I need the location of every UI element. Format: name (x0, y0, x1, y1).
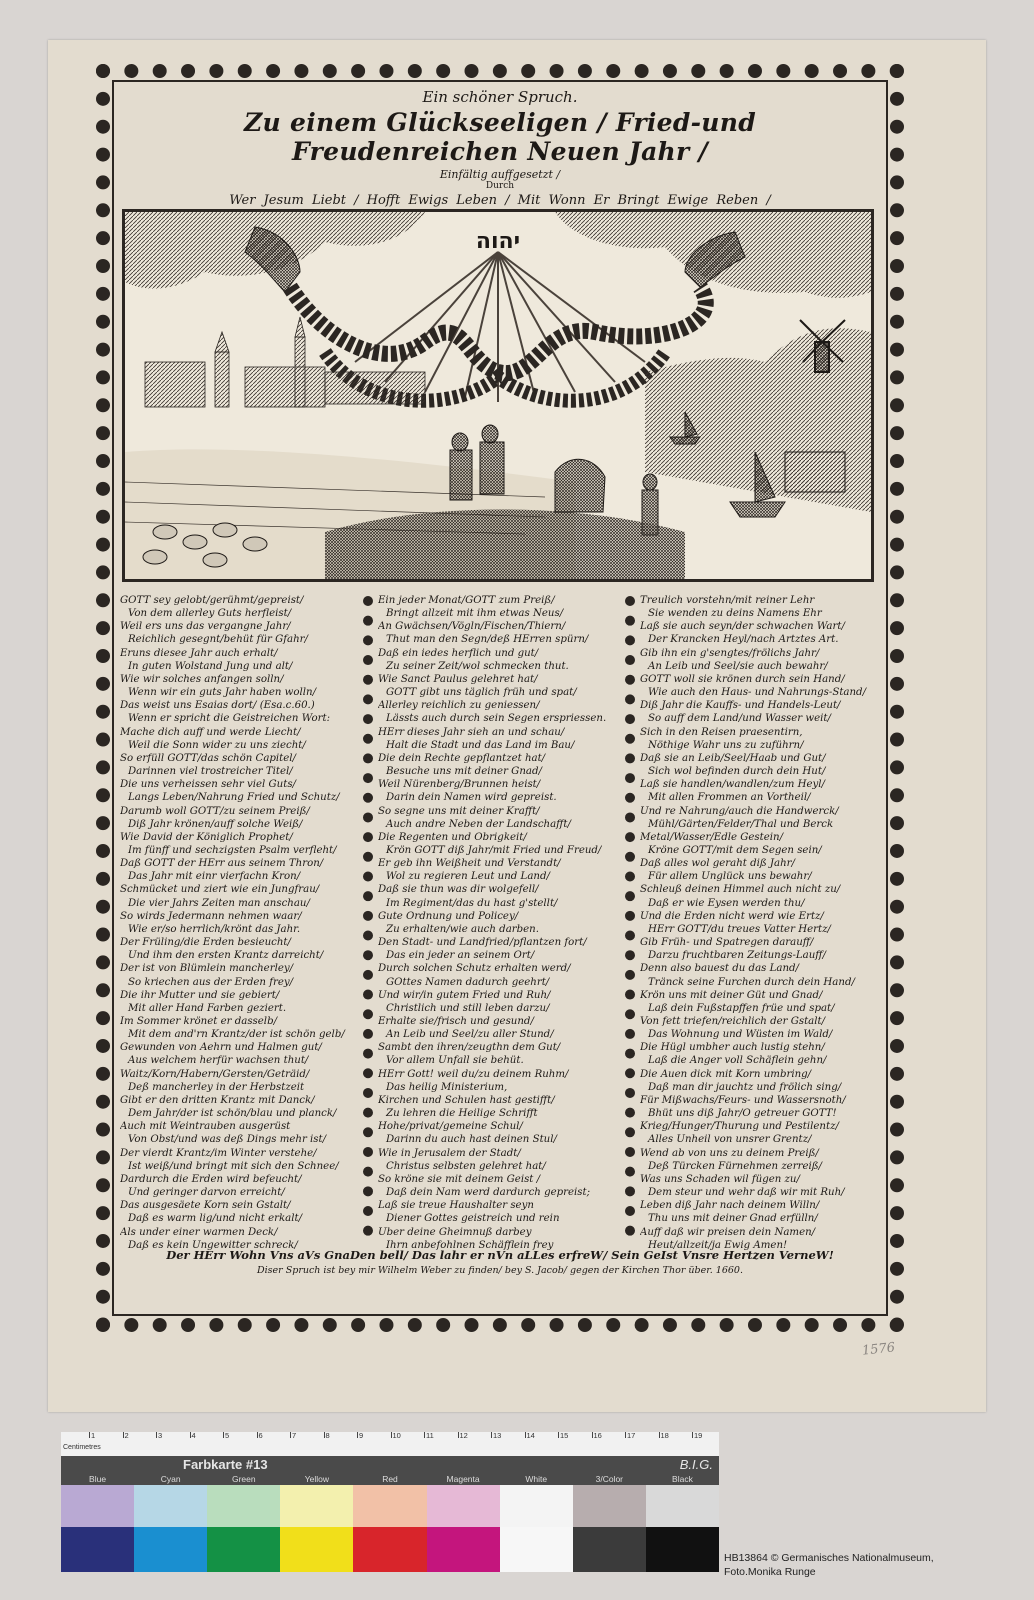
poem-line: Im Regiment/das du hast g'stellt/ (386, 897, 558, 909)
card-title: Farbkarte #13 (183, 1457, 268, 1472)
poem-line: Heut/allzeit/ja Ewig Amen! (648, 1239, 788, 1251)
poem-line: Darinnen viel trostreicher Titel/ (128, 766, 293, 778)
poem-line: Wie in Jerusalem der Stadt/ (378, 1147, 521, 1159)
ruler-tick (424, 1432, 425, 1438)
poem-line: Daß ein iedes herflich und gut/ (378, 647, 539, 659)
main-title: Zu einem Glückseeligen / Fried-und Freudenreichen Neuen Jahr / (243, 108, 757, 166)
poem-line: Diener Gottes geistreich und rein (386, 1213, 560, 1225)
poem-line: Schleuß deinen Himmel auch nicht zu/ (640, 884, 841, 896)
ruler-number: 12 (459, 1431, 468, 1440)
ruler-label: Centimetres (63, 1444, 101, 1451)
poem-line: Weil Nürenberg/Brunnen heist/ (378, 779, 541, 791)
poem-line: Den Stadt- und Landfried/pflantzen fort/ (378, 937, 587, 949)
poem-line: Der Krancken Heyl/nach Artztes Art. (648, 634, 839, 646)
color-swatch (207, 1485, 280, 1527)
swatch-labels (61, 1474, 719, 1485)
color-swatch (280, 1527, 353, 1572)
poem-line: Wend ab von uns zu deinem Preiß/ (640, 1147, 819, 1159)
poem-line: Denn also bauest du das Land/ (640, 963, 799, 975)
poem-line: Nöthige Wahr uns zu zuführn/ (648, 739, 804, 751)
ruler-tick (625, 1432, 626, 1438)
poem-line: An Leib und Seel/zu aller Stund/ (386, 1029, 554, 1041)
poem-line: Gibt er den dritten Krantz mit Danck/ (120, 1094, 315, 1106)
poem-line: So kriechen aus der Erden frey/ (128, 976, 294, 988)
ruler-number: 7 (292, 1431, 297, 1440)
poem-line: An Leib und Seel/sie auch bewahr/ (648, 660, 828, 672)
poem-line: Ihrn anbefohlnen Schäfflein frey (386, 1239, 554, 1251)
swatch-label: Blue (89, 1474, 107, 1484)
poem-line: Dem Jahr/der ist schön/blau und planck/ (128, 1108, 337, 1120)
poem-line: Die uns verheissen sehr viel Guts/ (120, 779, 296, 791)
poem-line: Reichlich gesegnt/behüt für Gfahr/ (128, 634, 308, 646)
color-swatch (427, 1527, 500, 1572)
poem-line: Das weist uns Esaias dort/ (Esa.c.60.) (120, 700, 315, 712)
poem-line: Mit allen Frommen an Vortheil/ (648, 792, 811, 804)
ruler-tick (491, 1432, 492, 1438)
ruler-tick (558, 1432, 559, 1438)
poem-line: Darzu fruchtbaren Zeitungs-Lauff/ (648, 950, 826, 962)
poem-line: Lässts auch durch sein Segen erspriessen. (386, 713, 607, 725)
poem-line: Ein jeder Monat/GOTT zum Preiß/ (378, 595, 555, 606)
poem-line: Die vier Jahrs Zeiten man anschau/ (128, 897, 310, 909)
poem-line: Und die Erden nicht werd wie Ertz/ (640, 910, 824, 922)
ruler-tick (290, 1432, 291, 1438)
poem-line: Christlich und still leben darzu/ (386, 1002, 550, 1014)
poem-column-3 (640, 594, 872, 1252)
ruler-tick (190, 1432, 191, 1438)
swatch-label: Yellow (304, 1474, 330, 1484)
poem-columns (120, 594, 890, 1251)
poem-line: Sambt den ihren/zeugthn dem Gut/ (378, 1042, 561, 1054)
ruler-number: 8 (325, 1431, 330, 1440)
swatch-label: Green (231, 1474, 256, 1484)
poem-line: Daß alles wol geraht diß Jahr/ (640, 858, 795, 870)
poem-column-2 (378, 594, 610, 1252)
color-swatch (573, 1527, 646, 1572)
poem-column-1 (120, 594, 352, 1252)
poem-line: Erhalte sie/frisch und gesund/ (378, 1016, 534, 1027)
poem-line: Auch mit Weintrauben ausgerüst (120, 1121, 291, 1133)
poem-line: Das heilig Ministerium, (386, 1081, 508, 1093)
poem-line: HErr GOTT/du treues Vatter Hertz/ (648, 923, 831, 935)
printer-imprint: Diser Spruch ist bey mir Wilhelm Weber zu finden/ bey S. Jacob/ gegen der Kirchen Thor über. 1660. (257, 1265, 743, 1276)
ruler-number: 3 (158, 1431, 163, 1440)
column-ornament-left (363, 596, 373, 1236)
poem-line: Vor allem Unfall sie behüt. (386, 1055, 524, 1067)
poem-line: Daß dein Nam werd dardurch gepreist; (386, 1187, 591, 1199)
poem-line: Daß man dir jauchtz und frölich sing/ (648, 1081, 842, 1093)
card-title-bar (61, 1456, 719, 1474)
color-swatch (353, 1485, 426, 1527)
swatch-row-light (61, 1485, 719, 1527)
poem-line: So erfüll GOTT/das schön Capitel/ (120, 752, 296, 764)
poem-line: Das Jahr mit einr vierfachn Kron/ (128, 871, 301, 883)
color-swatch (61, 1485, 134, 1527)
poem-line: Als under einer warmen Deck/ (120, 1226, 278, 1238)
poem-line: Sich wol befinden durch dein Hut/ (648, 766, 826, 778)
ruler-number: 14 (526, 1431, 535, 1440)
poem-line: Thu uns mit deiner Gnad erfülln/ (648, 1213, 818, 1225)
poem-line: Krön uns mit deiner Güt und Gnad/ (640, 989, 823, 1001)
poem-line: Er geb ihn Weißheit und Verstandt/ (378, 858, 561, 870)
poem-line: Halt die Stadt und das Land im Bau/ (386, 739, 575, 751)
poem-line: Langs Leben/Nahrung Fried und Schutz/ (128, 792, 340, 804)
color-swatch (134, 1527, 207, 1572)
poem-line: Uber deine Gheimnuß darbey (378, 1226, 532, 1238)
poem-line: GOttes Namen dadurch geehrt/ (386, 976, 550, 988)
poem-line: Für Mißwachs/Feurs- und Wassersnoth/ (640, 1094, 846, 1106)
ruler-tick (525, 1432, 526, 1438)
poem-line: Leben diß Jahr nach deinem Willn/ (640, 1200, 820, 1212)
poem-line: Besuche uns mit deiner Gnad/ (386, 766, 542, 778)
poem-line: HErr dieses Jahr sieh an und schau/ (378, 726, 565, 738)
poem-line: Deß mancherley in der Herbstzeit (128, 1081, 305, 1093)
poem-line: Wie David der Königlich Prophet/ (120, 831, 293, 843)
title-block (150, 88, 850, 225)
ruler-tick (156, 1432, 157, 1438)
poem-line: Eruns diesee Jahr auch erhalt/ (120, 647, 278, 659)
poem-line: Der ist von Blümlein mancherley/ (120, 963, 294, 975)
poem-line: Auch andre Neben der Landschafft/ (386, 818, 571, 830)
poem-line: Laß dein Fußstapffen früe und spat/ (648, 1002, 835, 1014)
color-swatch (500, 1485, 573, 1527)
poem-line: Bringt allzeit mit ihm etwas Neus/ (386, 608, 564, 620)
color-swatch (646, 1485, 719, 1527)
title-line-3: Einfältig auffgesetzt / (439, 168, 561, 181)
poem-line: Die Hügl umbher auch lustig stehn/ (640, 1042, 825, 1054)
poem-line: Zu erhalten/wie auch darben. (386, 923, 539, 935)
poem-line: Wie Sanct Paulus gelehret hat/ (378, 673, 538, 685)
color-swatch (573, 1485, 646, 1527)
poem-line: Wie wir solches anfangen solln/ (120, 673, 284, 685)
poem-line: Mit dem and'rn Krantz/der ist schön gelb/ (128, 1029, 345, 1041)
poem-line: Ist weiß/und bringt mit sich den Schnee/ (128, 1160, 339, 1172)
poem-line: Weil ers uns das vergangne Jahr/ (120, 621, 291, 633)
poem-line: Thut man den Segn/deß HErren spürn/ (386, 634, 589, 646)
ruler-tick (357, 1432, 358, 1438)
swatch-row-dark (61, 1527, 719, 1572)
poem-line: Daß es kein Ungewitter schreck/ (128, 1239, 298, 1251)
poem-line: Laß sie auch seyn/der schwachen Wart/ (640, 621, 845, 633)
ruler-number: 5 (225, 1431, 230, 1440)
poem-line: Zu seiner Zeit/wol schmecken thut. (386, 660, 569, 672)
ruler-number: 10 (392, 1431, 401, 1440)
poem-line: Daß er wie Eysen werden thu/ (648, 897, 805, 909)
ruler-tick (324, 1432, 325, 1438)
ruler-number: 13 (493, 1431, 502, 1440)
watermill (785, 452, 845, 492)
color-swatch (280, 1485, 353, 1527)
ruler-tick (257, 1432, 258, 1438)
poem-line: Daß sie thun was dir wolgefell/ (378, 884, 539, 896)
ruler-number: 2 (124, 1431, 129, 1440)
poem-line: Dardurch die Erden wird befeucht/ (120, 1173, 302, 1185)
poem-line: Zu lehren die Heilige Schrifft (386, 1108, 538, 1120)
chronogram-line: Der HErr Wohn Vns aVs GnaDen bell/ Das lahr er nVn aLLes erfreW/ Sein GeIst Vnsre Hertzen VerneW! (166, 1248, 834, 1262)
color-swatch (61, 1527, 134, 1572)
poem-line: Die dein Rechte gepflantzet hat/ (378, 752, 546, 764)
poem-line: Daß sie an Leib/Seel/Haab und Gut/ (640, 752, 826, 764)
poem-line: Kröne GOTT/mit dem Segen sein/ (648, 844, 822, 856)
poem-line: Darumb woll GOTT/zu seinem Preiß/ (120, 805, 310, 817)
swatch-label: 3/Color (595, 1474, 624, 1484)
poem-line: Krön GOTT diß Jahr/mit Fried und Freud/ (386, 844, 602, 856)
poem-line: Laß sie treue Haushalter seyn (378, 1200, 534, 1212)
ruler-tick (89, 1432, 90, 1438)
poem-line: Schmücket und ziert wie ein Jungfrau/ (120, 884, 320, 896)
poem-line: GOTT woll sie krönen durch sein Hand/ (640, 673, 845, 685)
poem-line: Sie wenden zu deins Namens Ehr (648, 608, 822, 620)
poem-line: GOTT sey gelobt/gerühmt/gepreist/ (120, 595, 304, 606)
poem-line: GOTT gibt uns täglich früh und spat/ (386, 687, 577, 699)
poem-line: Mit aller Hand Farben geziert. (128, 1002, 287, 1014)
credit-line-1: HB13864 © Germanisches Nationalmuseum, (724, 1552, 934, 1564)
ruler-tick (692, 1432, 693, 1438)
poem-line: So kröne sie mit deinem Geist / (378, 1173, 541, 1185)
poem-line: Von fett triefen/reichlich der Gstalt/ (640, 1016, 826, 1027)
ruler-tick (391, 1432, 392, 1438)
poem-line: Der vierdt Krantz/im Winter verstehe/ (120, 1147, 317, 1159)
poem-line: Hohe/privat/gemeine Schul/ (378, 1121, 523, 1133)
ruler-number: 6 (258, 1431, 263, 1440)
ruler-tick (659, 1432, 660, 1438)
poem-line: Im fünff und sechzigsten Psalm verfleht/ (128, 844, 337, 856)
poem-line: Die ihr Mutter und sie gebiert/ (120, 989, 280, 1001)
color-swatch (500, 1527, 573, 1572)
photo-credit (724, 1551, 934, 1579)
poem-line: Deß Türcken Fürnehmen zerreiß/ (648, 1160, 822, 1172)
poem-line: Alles Unheil von unsrer Grentz/ (648, 1134, 812, 1146)
poem-line: Auff daß wir preisen dein Namen/ (640, 1226, 816, 1238)
poem-line: Mühl/Gärten/Felder/Thal und Berck (648, 818, 834, 830)
ruler-number: 18 (660, 1431, 669, 1440)
poem-line: Wie auch den Haus- und Nahrungs-Stand/ (648, 687, 867, 699)
poem-line: So wirds Jedermann nehmen waar/ (120, 910, 302, 922)
poem-line: Gib Früh- und Spatregen darauff/ (640, 937, 814, 949)
poem-line: Wol zu regieren Leut und Land/ (386, 871, 550, 883)
poem-line: Darin dein Namen wird gepreist. (386, 792, 557, 804)
footer-text (130, 1248, 870, 1276)
poem-line: Und geringer darvon erreicht/ (128, 1187, 285, 1199)
poem-line: Darinn du auch hast deinen Stul/ (386, 1134, 557, 1146)
poem-line: Daß GOTT der HErr aus seinem Thron/ (120, 858, 324, 870)
centimetre-ruler (61, 1432, 719, 1456)
poem-line: Bhüt uns diß Jahr/O getreuer GOTT! (648, 1108, 837, 1120)
swatch-label: Cyan (160, 1474, 181, 1484)
poem-line: Kirchen und Schulen hast gestifft/ (378, 1094, 555, 1106)
poem-line: Treulich vorstehn/mit reiner Lehr (640, 595, 815, 606)
poem-line: Aus welchem herfür wachsen thut/ (128, 1055, 309, 1067)
poem-line: Mache dich auff und werde Liecht/ (120, 726, 301, 738)
color-swatch (207, 1527, 280, 1572)
ruler-number: 9 (359, 1431, 364, 1440)
woodcut-illustration (122, 209, 874, 582)
poem-line: Wenn er spricht die Geistreichen Wort: (128, 713, 330, 725)
poem-line: Wenn wir ein guts Jahr haben wolln/ (128, 687, 317, 699)
poem-line: Gute Ordnung und Policey/ (378, 910, 519, 922)
poem-line: Christus selbsten gelehret hat/ (386, 1160, 546, 1172)
ruler-number: 15 (560, 1431, 569, 1440)
ruler-number: 19 (694, 1431, 703, 1440)
ruler-number: 11 (426, 1431, 434, 1440)
poem-line: Waitz/Korn/Habern/Gersten/Geträid/ (120, 1068, 310, 1080)
poem-line: Diß Jahr die Kauffs- und Handels-Leut/ (640, 700, 841, 712)
poem-line: So auff dem Land/und Wasser weit/ (648, 713, 831, 725)
poem-line: Der Früling/die Erden besieucht/ (120, 937, 291, 949)
poem-line: Laß die Anger voll Schäflein gehn/ (648, 1055, 827, 1067)
ruler-number: 16 (593, 1431, 602, 1440)
engraving-svg (125, 212, 871, 579)
color-swatch (427, 1485, 500, 1527)
tetragrammaton: יהוה (475, 229, 521, 254)
color-calibration-card (61, 1432, 719, 1572)
poem-line: Weil die Sonn wider zu uns ziecht/ (128, 739, 306, 751)
poem-line: Und re Nahrung/auch die Handwerck/ (640, 805, 839, 817)
poem-line: Tränck seine Furchen durch dein Hand/ (648, 976, 855, 988)
poem-line: Von Obst/und was deß Dings mehr ist/ (128, 1134, 327, 1146)
poem-line: Und wir/in gutem Fried und Ruh/ (378, 989, 551, 1001)
ruler-tick (123, 1432, 124, 1438)
swatch-label: Black (672, 1474, 693, 1484)
poem-line: An Gwächsen/Vögln/Fischen/Thiern/ (378, 621, 566, 633)
poem-line: Das ein jeder an seinem Ort/ (386, 950, 535, 962)
title-line-4: Durch (485, 181, 515, 191)
poem-line: Die Regenten und Obrigkeit/ (378, 831, 527, 843)
pencil-inventory-mark: 1576 (861, 1340, 896, 1359)
poem-line: Krieg/Hunger/Thurung und Pestilentz/ (640, 1121, 839, 1133)
ruler-tick (458, 1432, 459, 1438)
swatch-label: White (525, 1474, 548, 1484)
ruler-tick (592, 1432, 593, 1438)
poem-line: Im Sommer krönet er dasselb/ (120, 1016, 278, 1027)
poem-line: Durch solchen Schutz erhalten werd/ (378, 963, 571, 975)
poem-line: Von dem allerley Guts herfleist/ (128, 608, 292, 620)
color-swatch (353, 1527, 426, 1572)
card-brand: B.I.G. (679, 1457, 713, 1472)
poem-line: Sich in den Reisen praesentirn, (640, 726, 803, 738)
poem-line: Für allem Unglück uns bewahr/ (648, 871, 812, 883)
poem-line: In guten Wolstand Jung und alt/ (128, 660, 293, 672)
poem-line: Laß sie handlen/wandlen/zum Heyl/ (640, 779, 825, 791)
title-line-1: Ein schöner Spruch. (422, 88, 578, 106)
poem-line: Wie er/so herrlich/krönt das Jahr. (128, 923, 301, 935)
author-anagram: Wer Jesum Liebt / Hofft Ewigs Leben / Mit Wonn Er Bringt Ewige Reben / (229, 193, 771, 208)
poem-line: Gewunden von Aehrn und Halmen gut/ (120, 1042, 322, 1054)
ruler-tick (223, 1432, 224, 1438)
poem-line: Daß es warm lig/und nicht erkalt/ (128, 1213, 303, 1225)
poem-line: Die Auen dick mit Korn umbring/ (640, 1068, 812, 1080)
credit-line-2: Foto.Monika Runge (724, 1566, 816, 1578)
swatch-label: Magenta (446, 1474, 480, 1484)
column-ornament-right (625, 596, 635, 1236)
ruler-number: 17 (627, 1431, 636, 1440)
poem-line: Gib ihn ein g'sengtes/frölichs Jahr/ (640, 647, 820, 659)
swatch-label: Red (382, 1474, 398, 1484)
ruler-number: 1 (91, 1431, 96, 1440)
poem-line: Allerley reichlich zu geniessen/ (378, 700, 540, 712)
poem-line: Und ihm den ersten Krantz darreicht/ (128, 950, 324, 962)
ruler-number: 4 (191, 1431, 196, 1440)
poem-line: Das Wohnung und Wüsten im Wald/ (648, 1029, 833, 1041)
color-swatch (134, 1485, 207, 1527)
poem-line: Was uns Schaden wil fügen zu/ (640, 1173, 800, 1185)
poem-line: Das ausgesäete Korn sein Gstalt/ (120, 1200, 291, 1212)
color-swatch (646, 1527, 719, 1572)
poem-line: Dem steur und wehr daß wir mit Ruh/ (648, 1187, 845, 1199)
poem-line: Diß Jahr krönen/auff solche Weiß/ (128, 818, 303, 830)
poem-line: So segne uns mit deiner Krafft/ (378, 805, 540, 817)
poem-line: HErr Gott! weil du/zu deinem Ruhm/ (378, 1068, 569, 1080)
poem-line: Metal/Wasser/Edle Gestein/ (640, 831, 784, 843)
